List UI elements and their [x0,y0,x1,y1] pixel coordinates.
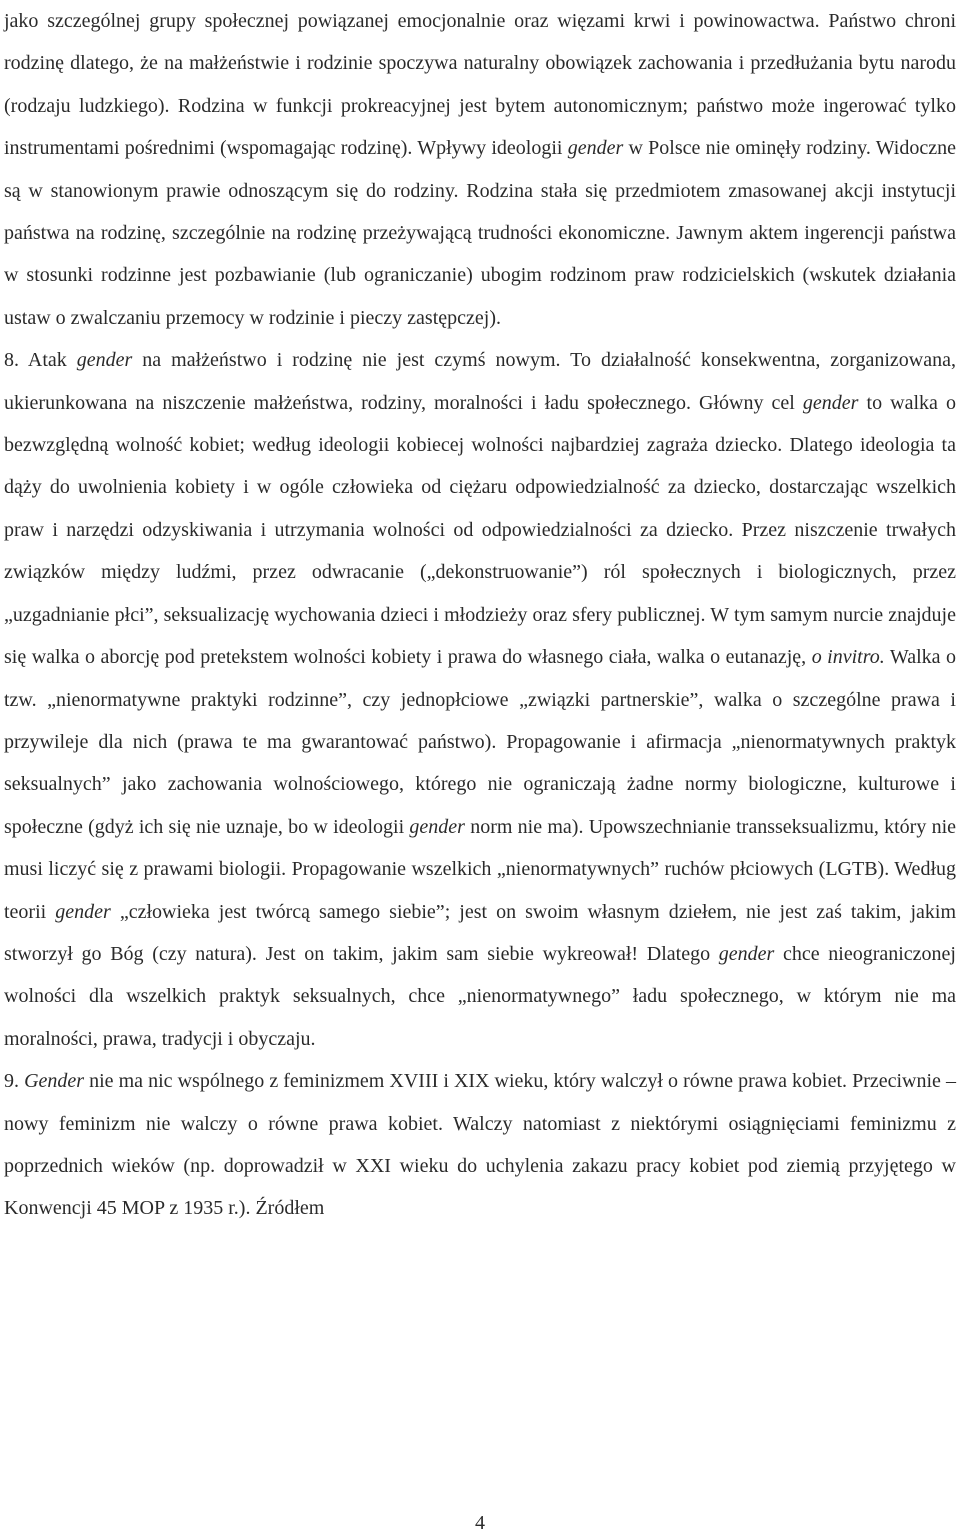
document-page [4,0,956,1230]
italic-term: Gender [24,1070,85,1093]
text-segment: „człowieka jest twórcą samego siebie”; jest on swoim własnym dziełem, nie jest zaś takim, jakim stworzył go Bóg (czy natura). Jest on takim, jakim sam siebie wykreował! Dlatego [4,900,956,965]
text-segment: 9. [4,1070,25,1093]
text-segment: to walka o bezwzględną wolność kobiet; według ideologii kobiecej wolności najbardziej zagraża dziecko. Dlatego ideologia ta dąży do uwolnienia kobiety i w ogóle człowieka od ciężaru odpowiedzialność za dziecko, dostarczając wszelkich praw i narzędzi odzyskiwania i utrzymania wolności od odpowiedzialności za dziecko. Przez niszczenie trwałych związków między ludźmi, przez odwracanie („dekonstruowanie”) ról społecznych i biologicznych, przez „uzgadnianie płci”, seksualizację wychowania dzieci i młodzieży oraz sfery publicznej. W tym samym nurcie znajduje się walka o aborcję pod pretekstem wolności kobiety i prawa do własnego ciała, walka o eutanazję, [4,391,957,669]
italic-term: gender [567,137,624,160]
italic-term: gender [802,391,859,414]
italic-term: o invitro. [811,646,885,669]
text-segment: na małżeństwo i rodzinę nie jest czymś nowym. To działalność konsekwentna, zorganizowana, ukierunkowana na niszczenie małżeństwa, rodziny, moralności i ładu społecznego. Główny cel [4,349,956,414]
italic-term: gender [76,349,133,372]
text-segment: 8. Atak [4,349,77,372]
text-segment: jako szczególnej grupy społecznej powiązanej emocjonalnie oraz więzami krwi i powinowactwa. Państwo chroni rodzinę dlatego, że na małżeństwie i rodzinie spoczywa naturalny obowiązek zachowania i przedłużania bytu narodu (rodzaju ludzkiego). Rodzina w funkcji prokreacyjnej jest bytem autonomicznym; państwo może ingerować tylko instrumentami pośrednimi (wspomagając rodzinę). Wpływy ideologii [4,10,956,160]
italic-term: gender [55,900,111,923]
text-segment: nie ma nic wspólnego z feminizmem XVIII i XIX wieku, który walczył o równe prawa kobiet. Przeciwnie – nowy feminizm nie walczy o równe prawa kobiet. Walczy natomiast z niektórymi osiągnięciami feminizmu z poprzednich wieków (np. doprowadził w XXI wieku do uchylenia zakazu pracy kobiet pod ziemią przyjętego w Konwencji 45 MOP z 1935 r.). Źródłem [4,1070,956,1220]
page-number: 4 [475,1512,485,1534]
italic-term: gender [718,942,775,965]
text-segment: norm nie ma). Upowszechnianie transseksualizmu, który nie musi liczyć się z prawami biologii. Propagowanie wszelkich „nienormatywnych” ruchów płciowych (LGTB). Według teorii [4,815,956,923]
paragraph-continued [4,0,956,339]
text-segment: chce nieograniczonej wolności dla wszelkich praktyk seksualnych, chce „nienormatywnego” ładu społecznego, w którym nie ma moralności, prawa, tradycji i obyczaju. [4,942,956,1050]
paragraph-8 [4,339,956,1060]
text-segment: Walka o tzw. „nienormatywne praktyki rodzinne”, czy jednopłciowe „związki partnerskie”, walka o szczególne prawa i przywileje dla nich (prawa te ma gwarantować państwo). Propagowanie i afirmacja „nienormatywnych praktyk seksualnych” jako zachowania wolnościowego, którego nie ograniczają żadne normy biologiczne, kulturowe i społeczne (gdyż ich się nie uznaje, bo w ideologii [4,646,957,838]
italic-term: gender [409,815,465,838]
paragraph-9 [4,1060,956,1230]
text-segment: w Polsce nie ominęły rodziny. Widoczne są w stanowionym prawie odnoszącym się do rodziny. Rodzina stała się przedmiotem zmasowanej akcji instytucji państwa na rodzinę, szczególnie na rodzinę przeżywającą trudności ekonomiczne. Jawnym aktem ingerencji państwa w stosunki rodzinne jest pozbawianie (lub ograniczanie) ubogim rodzinom praw rodzicielskich (wskutek działania ustaw o zwalczaniu przemocy w rodzinie i pieczy zastępczej). [4,137,956,329]
